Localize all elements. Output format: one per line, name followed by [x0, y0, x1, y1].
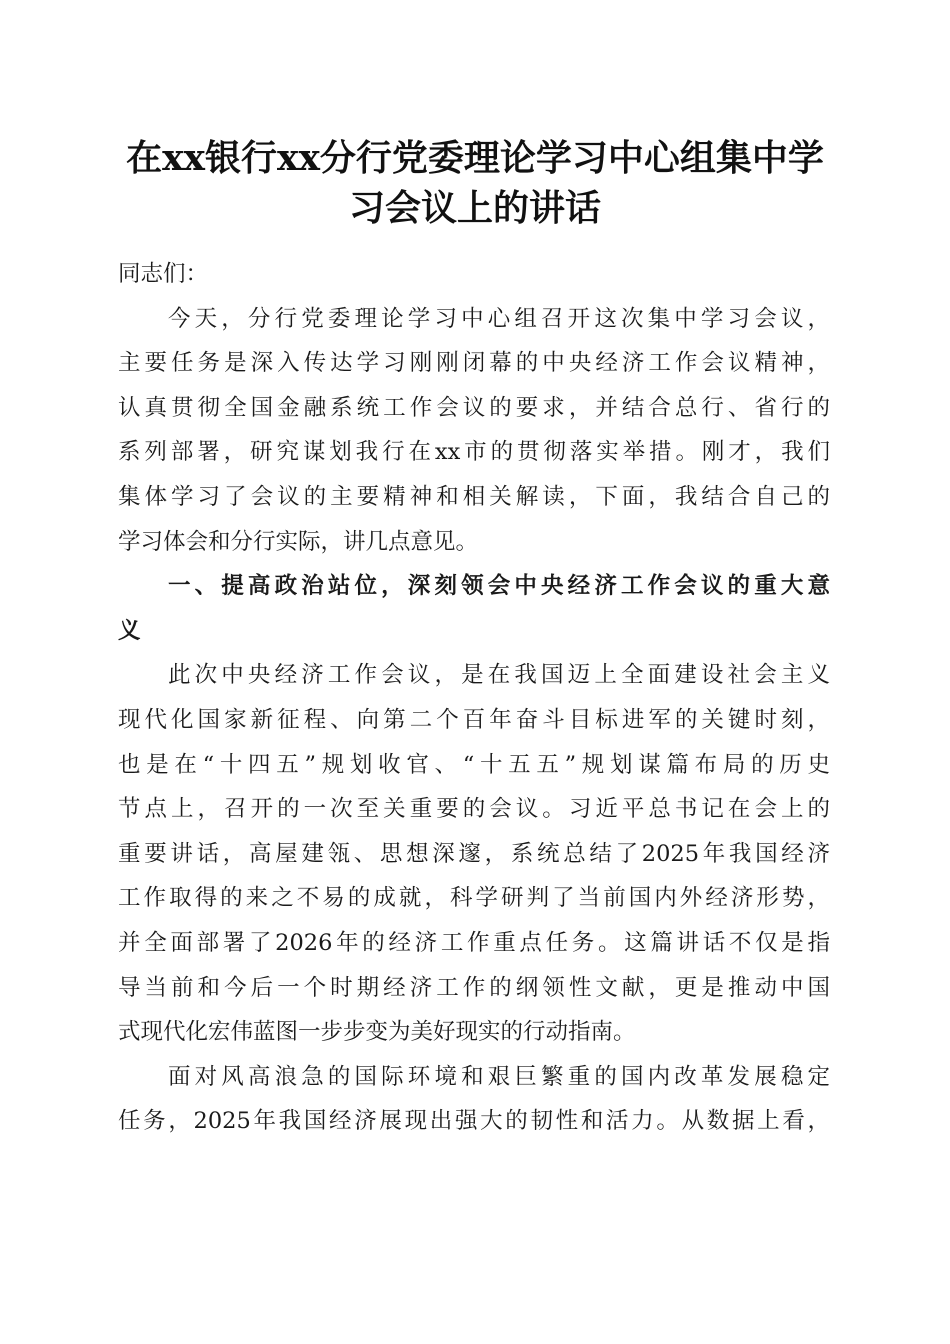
text-line: 系列部署，研究谋划我行在xx市的贯彻落实举措。刚才，我们 [118, 439, 830, 466]
text-line: 学习体会和分行实际，讲几点意见。 [118, 528, 479, 555]
text-line: 工作取得的来之不易的成就，科学研判了当前国内外经济形势， [118, 885, 830, 912]
text-line: 节点上，召开的一次至关重要的会议。习近平总书记在会上的 [118, 796, 830, 823]
heading-line: 义 [118, 617, 141, 644]
text-line: 集体学习了会议的主要精神和相关解读，下面，我结合自己的 [118, 483, 830, 510]
paragraph-intro [118, 297, 830, 565]
title-line: 习会议上的讲话 [348, 187, 601, 229]
text-line: 现代化国家新征程、向第二个百年奋斗目标进军的关键时刻， [118, 706, 830, 733]
document-title [100, 133, 850, 233]
text-line: 并全面部署了2026年的经济工作重点任务。这篇讲话不仅是指 [118, 929, 830, 956]
text-line: 面对风高浪急的国际环境和艰巨繁重的国内改革发展稳定 [168, 1063, 830, 1090]
text-line: 此次中央经济工作会议，是在我国迈上全面建设社会主义 [168, 662, 830, 689]
paragraph-significance [118, 653, 830, 1054]
text-line: 导当前和今后一个时期经济工作的纲领性文献，更是推动中国 [118, 974, 830, 1001]
text-line: 重要讲话，高屋建瓴、思想深邃，系统总结了2025年我国经济 [118, 840, 830, 867]
text-line: 今天，分行党委理论学习中心组召开这次集中学习会议， [168, 305, 830, 332]
paragraph-economy [118, 1055, 830, 1144]
document-body [118, 252, 830, 1144]
text-line: 认真贯彻全国金融系统工作会议的要求，并结合总行、省行的 [118, 394, 830, 421]
text-line: 也是在“十四五”规划收官、“十五五”规划谋篇布局的历史 [118, 751, 830, 778]
salutation: 同志们： [118, 261, 209, 287]
section-heading-1 [118, 564, 830, 653]
text-line: 式现代化宏伟蓝图一步步变为美好现实的行动指南。 [118, 1019, 636, 1046]
text-line: 任务，2025年我国经济展现出强大的韧性和活力。从数据上看， [118, 1108, 830, 1135]
text-line: 主要任务是深入传达学习刚刚闭幕的中央经济工作会议精神， [118, 350, 830, 377]
title-line: 在xx银行xx分行党委理论学习中心组集中学 [126, 137, 824, 179]
heading-line: 一、提高政治站位，深刻领会中央经济工作会议的重大意 [168, 573, 830, 600]
